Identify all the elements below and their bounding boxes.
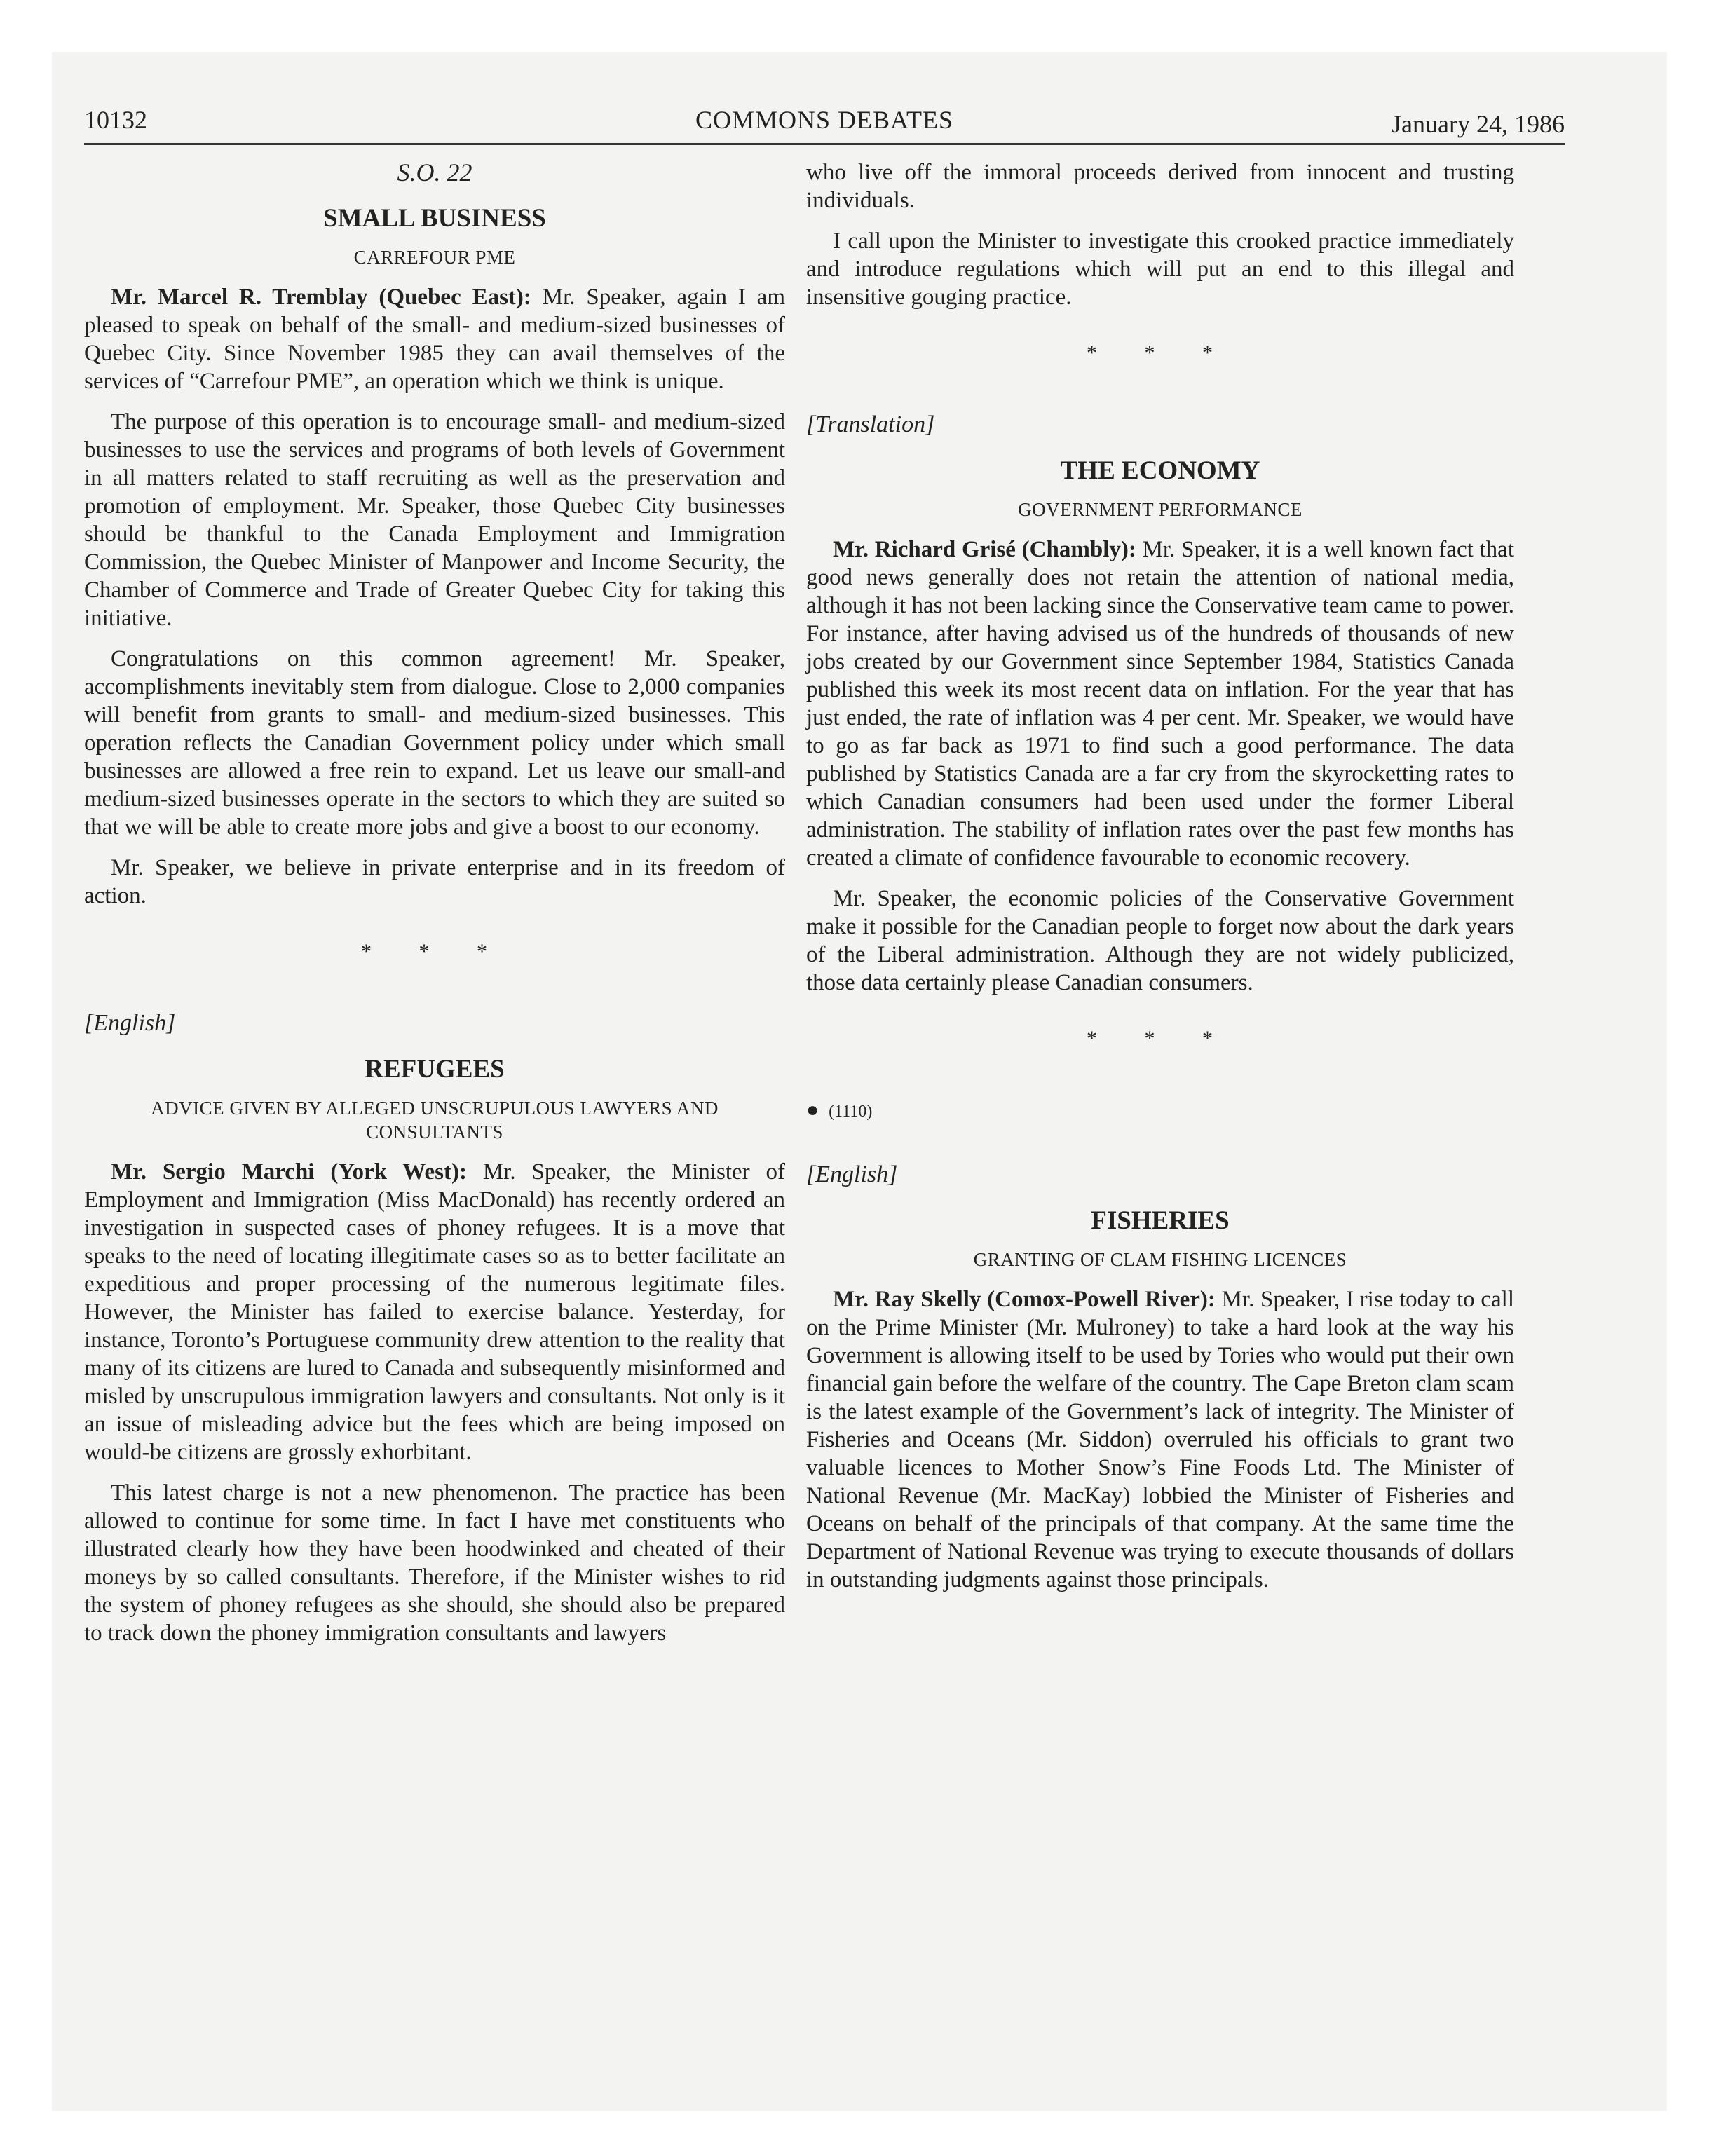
- section-separator: * * *: [1087, 341, 1234, 364]
- left-column: [84, 158, 785, 1660]
- speaker-name: Mr. Ray Skelly (Comox-Powell River):: [833, 1287, 1216, 1312]
- paragraph: The purpose of this operation is to encourage small- and medium-sized businesses to use the services and programs of both levels of Government in all matters related to staff recruiting as well as the preservation and promotion of employment. Mr. Speaker, those Quebec City businesses should be thankful to the Canada Employment and Immigration Commission, the Quebec Minister of Manpower and Income Security, the Chamber of Commerce and Trade of Greater Quebec City for taking this initiative.: [84, 409, 785, 631]
- header-date: January 24, 1986: [1392, 110, 1565, 138]
- economy-section: [806, 457, 1514, 997]
- small-business-section: [84, 205, 785, 910]
- paragraph-text: Mr. Speaker, the Minister of Employment and Immigration (Miss MacDonald) has recently ordered an investigation in suspected cases of phoney refugees. It is a move that speaks to the need of locating illegitimate cases so as to better facilitate an expeditious and proper processing of the numerous legitimate files. However, the Minister has failed to exercise balance. Yesterday, for instance, Toronto’s Portuguese community drew attention to the reality that many of its citizens are lured to Canada and subsequently misinformed and misled by unscrupulous immigration lawyers and consultants. Not only is it an issue of misleading advice but the fees which are being imposed on would-be citizens are grossly exhorbitant.: [84, 1159, 785, 1465]
- speaker-name: Mr. Richard Grisé (Chambly):: [833, 537, 1136, 562]
- section-separator: * * *: [361, 940, 508, 963]
- section-heading: THE ECONOMY: [1060, 456, 1260, 485]
- page-header: [84, 105, 1565, 147]
- speaker-name: Mr. Sergio Marchi (York West):: [111, 1159, 467, 1185]
- section-heading: FISHERIES: [1091, 1206, 1230, 1235]
- paragraph-text: Mr. Speaker, I rise today to call on the Prime Minister (Mr. Mulroney) to take a hard look at the way his Government is allowing itself to be used by Tories who would put their own financial gain before the welfare of the country. The Cape Breton clam scam is the latest example of the Government’s lack of integrity. The Minister of Fisheries and Oceans (Mr. Siddon) overruled his officials to grant two valuable licences to Mother Snow’s Fine Foods Ltd. The Minister of National Revenue (Mr. MacKay) lobbied the Minister of Fisheries and Oceans on behalf of the principals of that company. At the same time the Department of National Revenue was trying to execute thousands of dollars in outstanding judgments against those principals.: [806, 1287, 1514, 1592]
- section-subheading: ADVICE GIVEN BY ALLEGED UNSCRUPULOUS LAWYERS AND CONSULTANTS: [151, 1098, 719, 1142]
- fisheries-section: [806, 1207, 1514, 1594]
- header-rule: [84, 143, 1565, 145]
- paragraph-continued: who live off the immoral proceeds derived from innocent and trusting individuals.: [806, 160, 1514, 213]
- journal-title: COMMONS DEBATES: [695, 106, 954, 134]
- section-heading: SMALL BUSINESS: [323, 204, 546, 233]
- paragraph: [806, 1285, 1514, 1594]
- section-separator: * * *: [1087, 1027, 1234, 1050]
- section-subheading: GRANTING OF CLAM FISHING LICENCES: [973, 1249, 1347, 1270]
- speaker-name: Mr. Marcel R. Tremblay (Quebec East):: [111, 285, 531, 310]
- section-subheading: GOVERNMENT PERFORMANCE: [1018, 499, 1302, 520]
- refugees-section: [84, 1056, 785, 1647]
- paragraph: Mr. Speaker, we believe in private enterprise and in its freedom of action.: [84, 855, 785, 908]
- language-tag: [English]: [84, 1010, 176, 1036]
- section-subheading: CARREFOUR PME: [353, 247, 516, 268]
- paragraph: Mr. Speaker, the economic policies of the Conservative Government make it possible for the Canadian people to forget now about the dark years of the Liberal administration. Although they are not widely publicized, those data certainly please Canadian consumers.: [806, 886, 1514, 995]
- section-heading: REFUGEES: [365, 1055, 505, 1084]
- paragraph: [84, 283, 785, 395]
- right-column: [806, 158, 1514, 1606]
- paragraph: Congratulations on this common agreement! Mr. Speaker, accomplishments inevitably stem from dialogue. Close to 2,000 companies will benefit from grants to small- and medium-sized businesses. This operation reflects the Canadian Government policy under which small businesses are allowed a free rein to expand. Let us leave our small-and medium-sized businesses operate in the sectors to which they are suited so that we will be able to create more jobs and give a boost to our economy.: [84, 646, 785, 840]
- paragraph: I call upon the Minister to investigate this crooked practice immediately and introduce regulations which will put an end to this illegal and insensitive gouging practice.: [806, 228, 1514, 310]
- time-marker-text: (1110): [829, 1103, 873, 1121]
- paragraph-text: Mr. Speaker, it is a well known fact that good news generally does not retain the attention of national media, although it has not been lacking since the Conservative team came to power. For instance, after having advised us of the hundreds of thousands of new jobs created by our Government since September 1984, Statistics Canada published this week its most recent data on inflation. For the year that has just ended, the rate of inflation was 4 per cent. Mr. Speaker, we would have to go as far back as 1971 to find such a good performance. The data published by Statistics Canada are a far cry from the skyrocketting rates to which Canadian consumers had been used under the former Liberal administration. The stability of inflation rates over the past few months has created a climate of confidence favourable to economic recovery.: [806, 537, 1514, 871]
- bullet-icon: ●: [806, 1098, 819, 1121]
- time-marker: [806, 1096, 1514, 1126]
- standing-order: S.O. 22: [397, 158, 472, 186]
- page-number: 10132: [84, 106, 147, 134]
- paragraph: This latest charge is not a new phenomenon. The practice has been allowed to continue for some time. In fact I have met constituents who illustrated clearly how they have been hoodwinked and cheated of their moneys by so called consultants. Therefore, if the Minister wishes to rid the system of phoney refugees as she should, she should also be prepared to track down the phoney immigration consultants and lawyers: [84, 1480, 785, 1646]
- paragraph: [806, 535, 1514, 872]
- paragraph-text: Mr. Speaker, again I am pleased to speak on behalf of the small- and medium-sized businesses of Quebec City. Since November 1985 they can avail themselves of the services of “Carrefour PME”, an operation which we think is unique.: [84, 285, 785, 394]
- translation-tag: [Translation]: [806, 411, 935, 437]
- paragraph: [84, 1158, 785, 1466]
- language-tag: [English]: [806, 1161, 898, 1187]
